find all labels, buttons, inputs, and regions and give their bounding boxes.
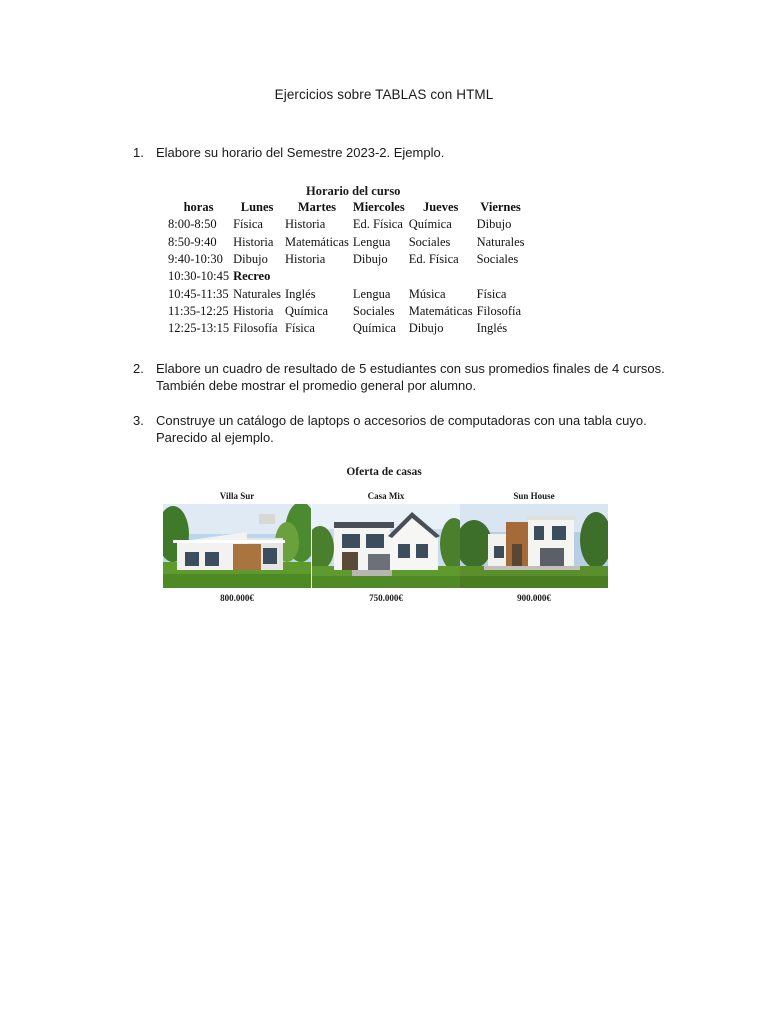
table-cell [475, 268, 527, 285]
table-cell: 9:40-10:30 [168, 252, 223, 267]
page-title: Ejercicios sobre TABLAS con HTML [274, 87, 494, 102]
table-row [166, 216, 527, 233]
house-card-casa-mix [312, 490, 460, 603]
table-cell: 10:30-10:45 [168, 269, 230, 284]
table-cell: 11:35-12:25 [168, 303, 229, 318]
table-cell: Lengua [352, 234, 391, 249]
table-cell: Lengua [352, 286, 391, 301]
table-row [166, 303, 527, 320]
table-row [166, 285, 527, 302]
header-lunes: Lunes [240, 200, 274, 215]
table-row [166, 320, 527, 337]
table-cell: Sociales [408, 234, 451, 249]
table-cell: Historia [233, 234, 274, 249]
schedule-title: Horario del curso [306, 184, 401, 198]
table-cell: Naturales [233, 286, 282, 301]
house-photo-sun-house [460, 504, 608, 588]
house-card-sun-house [460, 490, 608, 603]
offer-title: Oferta de casas [346, 466, 422, 478]
exercise-2-number: 2. [133, 361, 144, 376]
table-cell: Sociales [476, 252, 519, 267]
schedule-header-row [166, 199, 527, 216]
table-row [166, 234, 527, 251]
exercise-3-text: Construye un catálogo de laptops o accesorios de computadoras con una tabla cuyo. Parecido al ejemplo. [156, 413, 647, 445]
house-name: Casa Mix [367, 491, 405, 501]
table-cell: 12:25-13:15 [168, 321, 230, 336]
table-cell: Dibujo [352, 252, 388, 267]
table-cell: Música [408, 286, 446, 301]
table-cell: Sociales [352, 303, 395, 318]
table-cell: 10:45-11:35 [168, 286, 229, 301]
house-photo-casa-mix [312, 504, 460, 588]
table-cell: Física [476, 286, 507, 301]
table-cell: Inglés [285, 286, 316, 301]
exercise-3-number: 3. [133, 413, 144, 428]
table-cell [407, 268, 475, 285]
house-price: 900.000€ [517, 593, 551, 603]
table-cell: 8:00-8:50 [168, 217, 217, 232]
table-cell: Historia [285, 217, 326, 232]
table-cell: Filosofía [233, 321, 278, 336]
table-cell: Ed. Física [352, 217, 403, 232]
header-jueves: Jueves [422, 200, 459, 215]
table-cell: Ed. Física [408, 252, 459, 267]
table-cell: Historia [285, 252, 326, 267]
table-cell: Química [408, 217, 452, 232]
table-cell: Química [352, 321, 396, 336]
table-cell: Matemáticas [408, 303, 473, 318]
exercise-1-text: Elabore su horario del Semestre 2023-2. Ejemplo. [156, 145, 445, 160]
table-cell: Dibujo [408, 321, 444, 336]
header-viernes: Viernes [480, 200, 521, 215]
exercise-1-number: 1. [133, 145, 144, 160]
table-row [166, 251, 527, 268]
table-cell: Filosofía [476, 303, 522, 318]
table-cell: Historia [233, 303, 274, 318]
table-cell: Química [285, 303, 329, 318]
table-cell [351, 268, 407, 285]
table-cell: Dibujo [476, 217, 512, 232]
house-photo-villa-sur [163, 504, 311, 588]
house-price: 750.000€ [369, 593, 403, 603]
house-card-villa-sur [163, 490, 311, 603]
table-cell: Física [233, 217, 263, 232]
recreo-label: Recreo [233, 269, 271, 284]
table-cell: Inglés [476, 321, 508, 336]
house-name: Villa Sur [219, 491, 255, 501]
header-martes: Martes [297, 200, 337, 215]
house-name: Sun House [513, 491, 555, 501]
table-cell [283, 268, 351, 285]
table-cell: 8:50-9:40 [168, 234, 217, 249]
table-row-recreo [166, 268, 527, 285]
header-horas: horas [183, 200, 214, 215]
house-price: 800.000€ [220, 593, 254, 603]
exercise-2-text: Elabore un cuadro de resultado de 5 estudiantes con sus promedios finales de 4 cursos. También debe mostrar el promedio general por alumno. [156, 361, 665, 393]
table-cell: Naturales [476, 234, 525, 249]
schedule-table [166, 199, 527, 337]
header-miercoles: Miercoles [352, 200, 405, 215]
table-cell: Dibujo [233, 252, 268, 267]
table-cell: Física [285, 321, 315, 336]
table-cell: Matemáticas [285, 234, 349, 249]
